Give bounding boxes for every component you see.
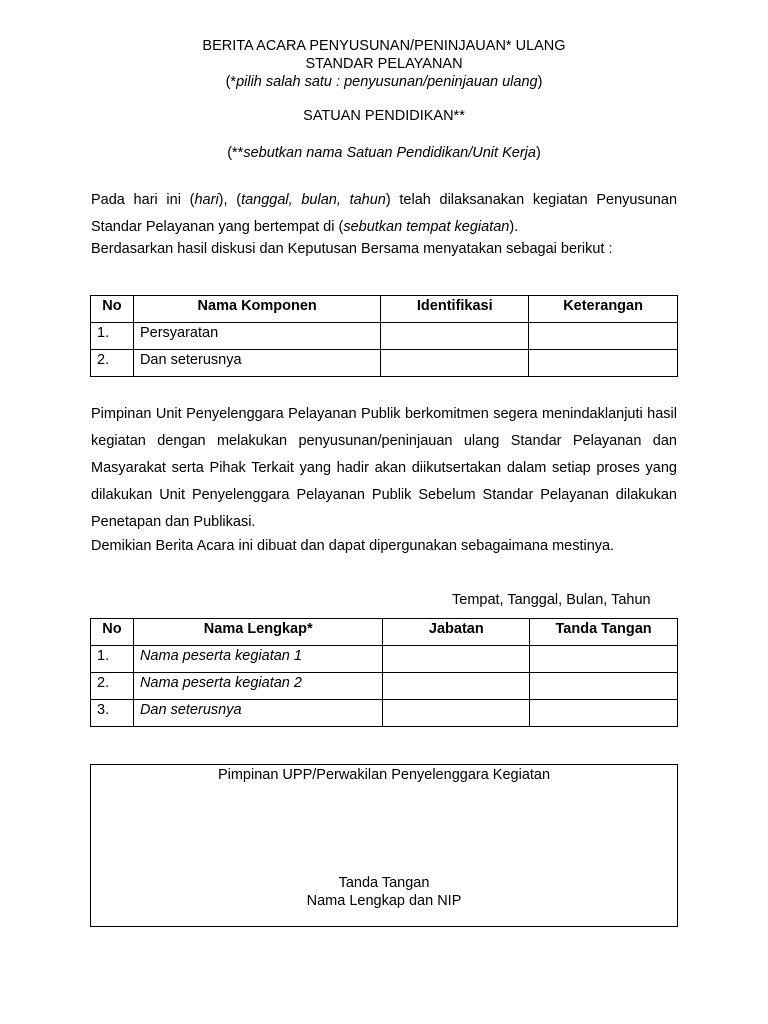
table-cell xyxy=(530,646,678,673)
table-cell: 2. xyxy=(91,350,134,377)
table-cell xyxy=(529,323,678,350)
satuan-note xyxy=(0,145,768,161)
closing-statement: Demikian Berita Acara ini dibuat dan dapat dipergunakan sebagaimana mestinya. xyxy=(91,538,615,554)
satuan-note-italic: sebutkan nama Satuan Pendidikan/Unit Kerja xyxy=(243,145,536,161)
title-note xyxy=(0,73,768,91)
title-line-1: BERITA ACARA PENYUSUNAN/PENINJAUAN* ULANG xyxy=(202,38,566,54)
intro-text-c: ) telah dilaksanakan kegiatan Penyusunan Standar Pelayanan yang bertempat di ( xyxy=(91,192,678,235)
table-header-row xyxy=(91,296,678,323)
satuan-heading: SATUAN PENDIDIKAN** xyxy=(303,108,465,124)
col-jabatan-header: Jabatan xyxy=(383,619,530,646)
table-cell xyxy=(530,673,678,700)
table-cell: 2. xyxy=(91,673,134,700)
table-row xyxy=(91,673,678,700)
table-cell xyxy=(383,673,530,700)
table-cell xyxy=(381,350,529,377)
signature-box xyxy=(90,764,678,927)
col-no-header: No xyxy=(91,619,134,646)
intro-text-d: ). xyxy=(509,219,519,235)
title-line-2: STANDAR PELAYANAN xyxy=(305,56,463,72)
intro-statement: Berdasarkan hasil diskusi dan Keputusan Bersama menyatakan sebagai berikut : xyxy=(91,241,613,257)
satuan-note-close: ) xyxy=(535,145,541,161)
col-keterangan-header: Keterangan xyxy=(529,296,678,323)
table-cell xyxy=(530,700,678,727)
table-cell xyxy=(529,350,678,377)
participant-name: Dan seterusnya xyxy=(139,702,242,718)
intro-hari: hari xyxy=(194,192,219,208)
table-row xyxy=(91,700,678,727)
satuan-note-open: (** xyxy=(227,145,244,161)
table-cell xyxy=(383,646,530,673)
col-nama-komponen-header: Nama Komponen xyxy=(133,296,380,323)
col-identifikasi-header: Identifikasi xyxy=(381,296,529,323)
signature-block xyxy=(91,874,677,910)
participant-name: Nama peserta kegiatan 2 xyxy=(139,675,302,691)
table-cell: Persyaratan xyxy=(133,323,380,350)
components-table xyxy=(90,295,678,377)
document-title xyxy=(0,37,768,91)
commitment-paragraph: Pimpinan Unit Penyelenggara Pelayanan Publik berkomitmen segera menindaklanjuti hasil kegiatan dengan melakukan penyusunan/peninjauan ulang Standar Pelayanan dan Masyarakat serta Pihak Terkait yang hadir akan diikutsertakan dalam setiap proses yang dilakukan Unit Penyelenggara Pelayanan Publik Sebelum Standar Pelayanan dilakukan Penetapan dan Publikasi. xyxy=(91,406,677,530)
table-cell: Dan seterusnya xyxy=(133,350,380,377)
table-row xyxy=(91,350,678,377)
signature-heading: Pimpinan UPP/Perwakilan Penyelenggara Kegiatan xyxy=(217,767,551,783)
intro-tanggal: tanggal, bulan, tahun xyxy=(241,192,386,208)
table-cell xyxy=(381,323,529,350)
intro-text-b: ), ( xyxy=(218,192,242,208)
table-cell xyxy=(133,700,383,727)
table-row xyxy=(91,646,678,673)
signature-label: Tanda Tangan xyxy=(338,875,430,891)
table-cell xyxy=(383,700,530,727)
table-cell: 1. xyxy=(91,323,134,350)
col-tanda-tangan-header: Tanda Tangan xyxy=(530,619,678,646)
participants-table xyxy=(90,618,678,727)
signature-name-nip: Nama Lengkap dan NIP xyxy=(306,893,462,909)
participant-name: Nama peserta kegiatan 1 xyxy=(139,648,302,664)
intro-text-a: Pada hari ini ( xyxy=(91,192,195,208)
note-close: ) xyxy=(537,74,543,90)
table-cell: 3. xyxy=(91,700,134,727)
note-italic: pilih salah satu : penyusunan/peninjauan ulang xyxy=(236,74,538,90)
table-cell: 1. xyxy=(91,646,134,673)
note-open: (* xyxy=(225,74,237,90)
col-no-header: No xyxy=(91,296,134,323)
table-cell xyxy=(133,646,383,673)
table-row xyxy=(91,323,678,350)
intro-paragraph xyxy=(91,187,677,241)
col-nama-lengkap-header: Nama Lengkap* xyxy=(133,619,383,646)
table-cell xyxy=(133,673,383,700)
intro-tempat: sebutkan tempat kegiatan xyxy=(343,219,510,235)
place-date: Tempat, Tanggal, Bulan, Tahun xyxy=(452,592,651,608)
table-header-row xyxy=(91,619,678,646)
